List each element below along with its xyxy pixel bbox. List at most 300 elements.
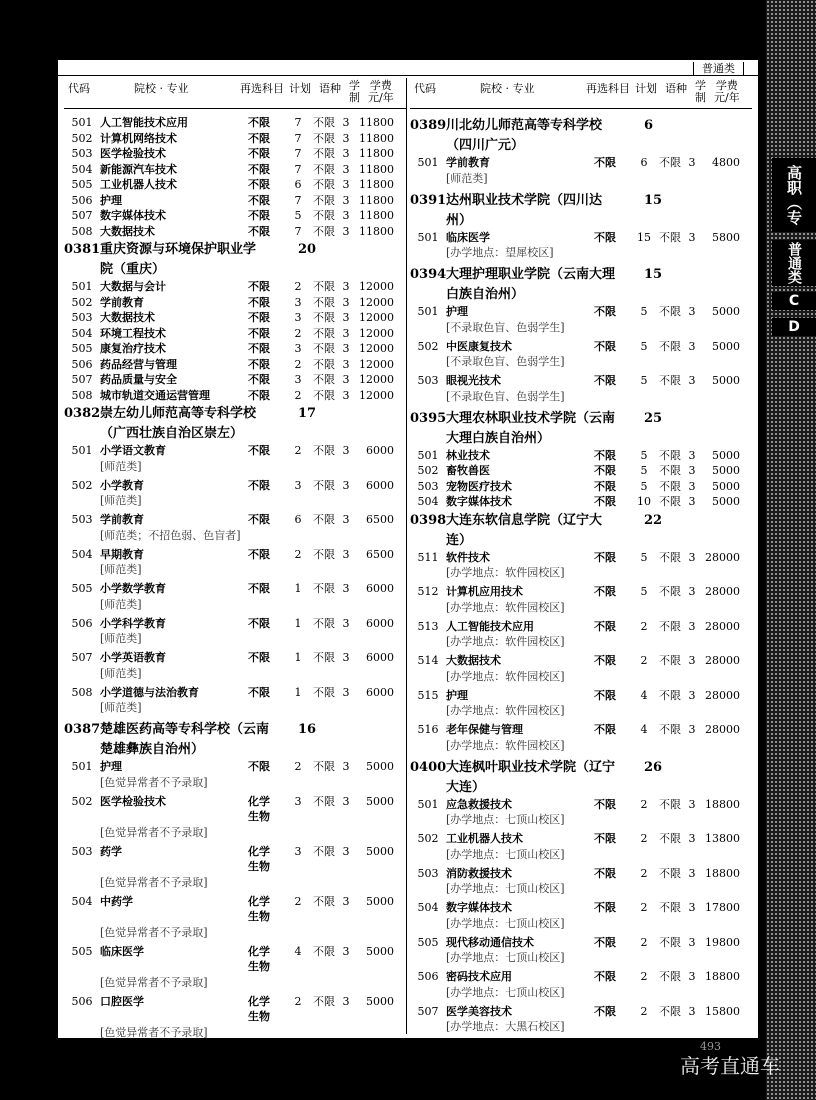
major-subjects: 不限	[594, 970, 616, 983]
major-plan: 1	[294, 685, 302, 699]
school-header	[64, 405, 406, 423]
major-note: [师范类]	[100, 597, 142, 611]
major-subjects: 不限	[594, 305, 616, 318]
major-years: 3	[342, 209, 350, 222]
spacer	[410, 286, 446, 304]
spacer	[410, 404, 752, 408]
major-note: [办学地点：七顶山校区]	[446, 985, 565, 999]
school-name-cont: 白族自治州）	[446, 287, 525, 302]
major-code: 505	[71, 178, 93, 191]
major-code: 503	[417, 866, 439, 880]
major-subjects: 不限	[248, 342, 270, 355]
top-rule	[58, 75, 758, 76]
major-years: 3	[342, 373, 350, 386]
major-code: 511	[417, 550, 439, 564]
major-language: 不限	[313, 116, 335, 129]
school-name: 重庆资源与环境保护职业学	[100, 242, 257, 257]
major-language: 不限	[659, 305, 681, 318]
column-header	[410, 78, 752, 109]
header-sys: 学 制	[695, 79, 706, 104]
major-code: 501	[417, 230, 439, 244]
major-note: [色觉异常者不予录取]	[100, 1025, 208, 1038]
major-note: [色觉异常者不予录取]	[100, 925, 208, 939]
major-row	[410, 155, 752, 171]
major-code: 502	[71, 478, 93, 492]
major-years: 3	[688, 866, 696, 880]
major-tuition: 5000	[366, 794, 394, 808]
major-row	[64, 193, 406, 209]
major-language: 不限	[659, 374, 681, 387]
left-column	[64, 78, 406, 1038]
major-language: 不限	[659, 448, 681, 462]
school-plan-total: 22	[644, 512, 663, 528]
major-name: 老年保健与管理	[446, 723, 523, 736]
major-name: 药品质量与安全	[100, 373, 177, 386]
major-language: 不限	[313, 224, 335, 238]
major-language: 不限	[313, 373, 335, 386]
right-entries	[410, 117, 752, 1038]
major-code: 501	[417, 156, 439, 169]
major-row	[64, 581, 406, 597]
major-row	[410, 479, 752, 495]
major-subjects: 不限	[594, 464, 616, 477]
side-tab-letter-c[interactable]: C	[772, 292, 816, 310]
major-name: 软件技术	[446, 550, 490, 564]
document-page	[58, 60, 758, 1038]
major-row	[410, 619, 752, 635]
major-row	[410, 463, 752, 479]
major-years: 3	[688, 464, 696, 477]
school-name-cont: 楚雄彝族自治州）	[100, 742, 205, 757]
major-row	[64, 208, 406, 224]
major-row	[410, 900, 752, 916]
major-code: 502	[417, 832, 439, 845]
major-language: 不限	[659, 688, 681, 702]
major-row	[410, 584, 752, 600]
major-years: 3	[342, 131, 350, 145]
major-subjects: 化学	[248, 894, 270, 908]
major-plan: 3	[294, 311, 302, 324]
major-plan: 7	[294, 224, 302, 238]
major-subjects: 不限	[248, 388, 270, 402]
major-tuition: 11800	[359, 162, 394, 176]
major-tuition: 18800	[705, 970, 740, 983]
major-code: 514	[417, 654, 439, 667]
major-code: 503	[71, 311, 93, 324]
spacer	[64, 959, 100, 975]
column-header	[64, 78, 406, 109]
major-years: 3	[342, 388, 350, 402]
major-name: 中医康复技术	[446, 339, 512, 353]
school-name-cont: 大连）	[446, 779, 486, 795]
school-code: 0394	[410, 267, 447, 282]
major-note: [师范类；不招色弱、色盲者]	[100, 528, 241, 542]
school-header-cont	[410, 137, 752, 155]
school-header-cont	[410, 779, 752, 797]
major-years: 3	[342, 794, 350, 808]
major-years: 3	[342, 582, 350, 595]
major-tuition: 5000	[712, 339, 740, 353]
major-row	[410, 550, 752, 566]
major-years: 3	[688, 339, 696, 353]
major-years: 3	[688, 550, 696, 564]
major-name: 小学道德与法治教育	[100, 685, 199, 699]
major-language: 不限	[313, 193, 335, 207]
major-note: [色觉异常者不予录取]	[100, 825, 208, 839]
major-years: 3	[342, 147, 350, 160]
school-header-cont	[64, 741, 406, 759]
side-tab-level[interactable]: 高职（专	[772, 158, 816, 232]
major-note: [办学地点：七顶山校区]	[446, 882, 565, 895]
spacer	[410, 532, 446, 550]
major-row	[410, 831, 752, 847]
major-tuition: 5000	[712, 495, 740, 508]
major-code: 506	[71, 357, 93, 371]
major-language: 不限	[659, 156, 681, 169]
spacer	[410, 212, 446, 230]
major-tuition: 28000	[705, 550, 740, 564]
side-tab-category[interactable]: 普通类	[772, 240, 816, 286]
major-note: [办学地点：大黑石校区]	[446, 1020, 565, 1033]
major-name: 数字媒体技术	[446, 901, 512, 914]
major-subjects: 不限	[248, 760, 270, 773]
major-plan: 6	[294, 178, 302, 191]
major-tuition: 12000	[359, 357, 394, 371]
major-plan: 2	[294, 994, 302, 1008]
school-code: 0382	[64, 406, 101, 421]
major-code: 501	[417, 305, 439, 318]
major-tuition: 28000	[705, 619, 740, 633]
school-code: 0391	[410, 192, 447, 208]
major-row	[64, 388, 406, 404]
major-name: 临床医学	[100, 944, 144, 958]
column-divider	[406, 78, 407, 1034]
school-name: 楚雄医药高等专科学校（云南	[100, 722, 270, 737]
major-language: 不限	[313, 311, 335, 324]
major-subjects: 不限	[248, 513, 270, 526]
major-code: 504	[417, 495, 439, 508]
major-code: 513	[417, 619, 439, 633]
school-header-cont	[410, 286, 752, 304]
major-language: 不限	[313, 894, 335, 908]
header-lang: 语种	[665, 82, 687, 95]
major-tuition: 28000	[705, 723, 740, 736]
major-tuition: 6000	[366, 616, 394, 630]
major-tuition: 12000	[359, 388, 394, 402]
major-plan: 5	[640, 550, 648, 564]
spacer	[64, 425, 100, 443]
school-plan-total: 15	[644, 267, 663, 282]
major-code: 507	[71, 651, 93, 664]
school-header-cont	[64, 261, 406, 279]
major-plan: 2	[294, 547, 302, 561]
major-subjects: 不限	[594, 479, 616, 493]
major-name: 护理	[100, 760, 122, 773]
major-language: 不限	[659, 230, 681, 244]
major-language: 不限	[313, 794, 335, 808]
major-name: 眼视光技术	[446, 374, 501, 387]
header-school: 院校 · 专业	[480, 82, 535, 95]
major-name: 消防救援技术	[446, 866, 512, 880]
header-subjects: 再选科目	[240, 82, 284, 95]
major-row	[410, 448, 752, 464]
major-subjects: 不限	[594, 374, 616, 387]
major-tuition: 6000	[366, 582, 394, 595]
major-language: 不限	[313, 478, 335, 492]
major-years: 3	[342, 116, 350, 129]
spacer	[410, 430, 446, 448]
major-tuition: 18800	[705, 866, 740, 880]
major-language: 不限	[659, 479, 681, 493]
major-subjects: 化学	[248, 994, 270, 1008]
major-subjects: 不限	[594, 550, 616, 564]
school-code: 0381	[64, 242, 101, 257]
major-plan: 2	[640, 619, 648, 633]
major-code: 504	[71, 547, 93, 561]
major-row	[64, 295, 406, 311]
major-note: [师范类]	[446, 171, 488, 185]
major-language: 不限	[313, 178, 335, 191]
major-name: 护理	[100, 193, 122, 207]
major-tuition: 13800	[705, 832, 740, 845]
school-code: 0395	[410, 410, 447, 426]
major-name: 学前教育	[100, 295, 144, 309]
major-subjects: 不限	[248, 357, 270, 371]
major-code: 508	[71, 685, 93, 699]
major-name: 城市轨道交通运营管理	[100, 388, 210, 402]
major-plan: 2	[294, 760, 302, 773]
major-code: 502	[417, 464, 439, 477]
school-header	[410, 410, 752, 428]
major-subjects: 不限	[248, 131, 270, 145]
spacer	[100, 1009, 248, 1025]
major-years: 3	[342, 651, 350, 664]
major-tuition: 6000	[366, 685, 394, 699]
header-subjects: 再选科目	[586, 82, 630, 95]
major-name: 小学语文教育	[100, 444, 166, 457]
major-plan: 5	[640, 585, 648, 598]
side-tab-letter-d[interactable]: D	[772, 318, 816, 336]
major-code: 502	[71, 794, 93, 808]
major-language: 不限	[313, 760, 335, 773]
major-language: 不限	[313, 994, 335, 1008]
spacer	[64, 741, 100, 759]
major-plan: 2	[294, 894, 302, 908]
major-plan: 2	[640, 866, 648, 880]
major-subjects: 不限	[594, 654, 616, 667]
major-row	[64, 131, 406, 147]
spacer	[410, 753, 752, 757]
major-note: [办学地点：软件园校区]	[446, 566, 565, 579]
major-code: 502	[71, 131, 93, 145]
major-name: 医学检验技术	[100, 147, 166, 160]
major-row	[64, 794, 406, 810]
major-code: 505	[71, 342, 93, 355]
major-tuition: 5000	[712, 464, 740, 477]
major-language: 不限	[313, 844, 335, 858]
spacer	[410, 137, 446, 155]
major-note: [色觉异常者不予录取]	[100, 875, 208, 889]
major-row	[64, 279, 406, 295]
major-row	[64, 759, 406, 775]
school-header-cont	[64, 425, 406, 443]
major-row-subject2	[64, 859, 406, 875]
major-language: 不限	[313, 944, 335, 958]
major-row	[64, 512, 406, 528]
major-name: 医学美容技术	[446, 1004, 512, 1018]
school-plan-total: 6	[644, 118, 654, 133]
major-subjects: 不限	[594, 495, 616, 508]
major-subjects: 不限	[248, 582, 270, 595]
major-plan: 2	[294, 326, 302, 340]
school-header	[410, 759, 752, 777]
major-note: [办学地点：软件园校区]	[446, 669, 565, 683]
major-tuition: 12000	[359, 373, 394, 386]
school-plan-total: 26	[644, 759, 663, 775]
major-plan: 4	[640, 688, 648, 702]
major-code: 507	[417, 1004, 439, 1018]
major-row	[64, 146, 406, 162]
major-subjects: 不限	[248, 326, 270, 340]
spacer	[64, 859, 100, 875]
major-tuition: 5000	[712, 374, 740, 387]
major-years: 3	[342, 894, 350, 908]
major-name: 药品经营与管理	[100, 357, 177, 371]
school-header	[64, 241, 406, 259]
major-language: 不限	[313, 147, 335, 160]
major-language: 不限	[313, 582, 335, 595]
major-code: 502	[71, 295, 93, 309]
major-code: 501	[71, 116, 93, 129]
major-years: 3	[342, 444, 350, 457]
major-row	[410, 935, 752, 951]
major-subjects: 不限	[248, 193, 270, 207]
major-row	[64, 685, 406, 701]
major-subjects-2: 生物	[248, 910, 270, 923]
major-subjects: 不限	[248, 147, 270, 160]
header-lang: 语种	[319, 82, 341, 95]
major-plan: 3	[294, 478, 302, 492]
major-code: 501	[71, 444, 93, 457]
major-row	[410, 1004, 752, 1020]
major-subjects: 不限	[248, 444, 270, 457]
major-name: 环境工程技术	[100, 326, 166, 340]
major-language: 不限	[659, 970, 681, 983]
major-subjects: 不限	[248, 373, 270, 386]
major-tuition: 11800	[359, 224, 394, 238]
spacer	[410, 260, 752, 264]
major-name: 中药学	[100, 894, 133, 908]
major-row	[64, 177, 406, 193]
major-subjects: 不限	[248, 651, 270, 664]
major-note: [办学地点：七顶山校区]	[446, 951, 565, 964]
major-subjects: 不限	[248, 162, 270, 176]
major-row-subject2	[64, 959, 406, 975]
spacer	[64, 1009, 100, 1025]
major-name: 计算机应用技术	[446, 585, 523, 598]
school-name: 大连东软信息学院（辽宁大	[446, 512, 603, 528]
major-years: 3	[688, 901, 696, 914]
major-subjects: 不限	[248, 224, 270, 238]
major-row	[64, 341, 406, 357]
major-row	[64, 310, 406, 326]
major-years: 3	[342, 994, 350, 1008]
major-tuition: 18800	[705, 797, 740, 811]
major-name: 林业技术	[446, 448, 490, 462]
header-sys: 学 制	[349, 79, 360, 104]
major-name: 工业机器人技术	[100, 178, 177, 191]
major-name: 学前教育	[100, 513, 144, 526]
major-language: 不限	[313, 616, 335, 630]
school-name-cont: 州）	[446, 212, 473, 228]
major-row	[64, 115, 406, 131]
major-code: 503	[71, 147, 93, 160]
major-subjects: 不限	[594, 156, 616, 169]
major-code: 504	[71, 162, 93, 176]
major-row	[64, 616, 406, 632]
major-row	[64, 224, 406, 240]
major-language: 不限	[659, 585, 681, 598]
major-note: [不录取色盲、色弱学生]	[446, 320, 565, 334]
major-row	[410, 373, 752, 389]
major-subjects: 不限	[594, 935, 616, 949]
major-tuition: 6000	[366, 651, 394, 664]
school-code: 0387	[64, 722, 101, 737]
school-name: 大理护理职业学院（云南大理	[446, 267, 616, 282]
major-years: 3	[688, 479, 696, 493]
major-code: 512	[417, 585, 439, 598]
major-name: 计算机网络技术	[100, 131, 177, 145]
major-name: 药学	[100, 844, 122, 858]
major-years: 3	[342, 616, 350, 630]
major-plan: 1	[294, 651, 302, 664]
major-tuition: 28000	[705, 585, 740, 598]
major-row	[64, 326, 406, 342]
major-name: 医学检验技术	[100, 794, 166, 808]
spacer	[64, 261, 100, 279]
major-name: 口腔医学	[100, 994, 144, 1008]
major-tuition: 6500	[366, 547, 394, 561]
major-row	[64, 372, 406, 388]
major-name: 现代移动通信技术	[446, 935, 534, 949]
major-note: [不录取色盲、色弱学生]	[446, 355, 565, 368]
major-plan: 7	[294, 162, 302, 176]
major-plan: 2	[294, 388, 302, 402]
major-subjects: 不限	[594, 688, 616, 702]
major-language: 不限	[313, 209, 335, 222]
major-tuition: 12000	[359, 280, 394, 293]
school-name-cont: 连）	[446, 532, 473, 548]
major-subjects: 不限	[248, 311, 270, 324]
major-name: 学前教育	[446, 156, 490, 169]
major-tuition: 5000	[366, 760, 394, 773]
major-row	[64, 443, 406, 459]
major-plan: 2	[640, 654, 648, 667]
major-name: 人工智能技术应用	[446, 619, 534, 633]
major-subjects: 不限	[248, 478, 270, 492]
school-header	[410, 266, 752, 284]
major-subjects: 不限	[248, 547, 270, 561]
major-row	[64, 357, 406, 373]
page-number: 493	[700, 1040, 721, 1053]
school-header-cont	[410, 430, 752, 448]
major-plan: 4	[640, 723, 648, 736]
major-years: 3	[688, 374, 696, 387]
spacer	[410, 109, 752, 115]
major-plan: 2	[640, 797, 648, 811]
major-note: [办学地点：七顶山校区]	[446, 916, 565, 930]
major-code: 501	[417, 448, 439, 462]
